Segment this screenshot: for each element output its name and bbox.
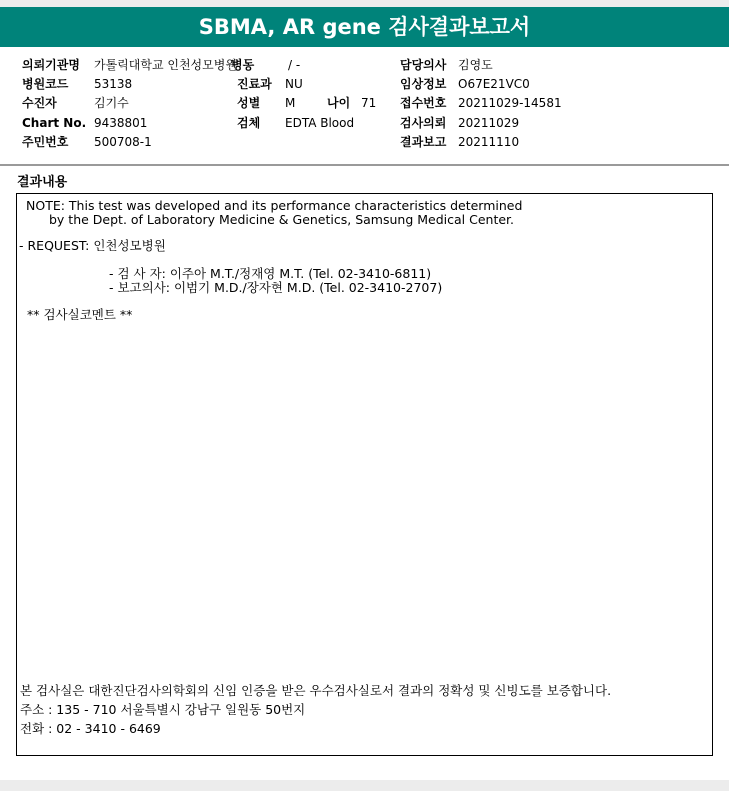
top-strip [0,0,729,7]
ward-label: 병동 [231,58,255,72]
phone-line: 전화 : 02 - 3410 - 6469 [20,721,161,736]
request-date-label: 검사의뢰 [400,116,447,130]
doctor-label: 담당의사 [400,58,447,72]
certification-line: 본 검사실은 대한진단검사의학회의 신임 인증을 받은 우수검사실로서 결과의 정확성 및 신빙도를 보증합니다. [20,683,612,698]
specimen-label: 검체 [237,116,261,130]
chart-no-value: 9438801 [94,116,148,130]
report-title: SBMA, AR gene 검사결과보고서 [0,7,729,47]
sex-value: M [285,96,296,110]
institution-value: 가톨릭대학교 인천성모병원 [94,58,237,72]
hospital-code-value: 53138 [94,77,133,91]
request-line: - REQUEST: 인천성모병원 [19,238,166,253]
report-date-value: 20211110 [458,135,520,149]
results-section-title: 결과내용 [17,175,68,190]
doctor-value: 김영도 [458,58,493,72]
institution-label: 의뢰기관명 [22,58,80,72]
ward-value: / - [288,58,301,72]
resident-no-label: 주민번호 [22,135,69,149]
specimen-value: EDTA Blood [285,116,355,130]
chart-no-label: Chart No. [22,116,87,130]
recipient-label: 수진자 [22,96,57,110]
accession-value: 20211029-14581 [458,96,562,110]
reporter-line: - 보고의사: 이범기 M.D./장자현 M.D. (Tel. 02-3410-2707) [109,280,443,295]
sex-label: 성별 [237,96,261,110]
clinical-info-label: 임상정보 [400,77,447,91]
lab-comment: ** 검사실코멘트 ** [27,307,133,322]
section-divider [0,164,729,166]
hospital-code-label: 병원코드 [22,77,69,91]
results-box [16,193,713,756]
age-label: 나이 [327,96,351,110]
age-value: 71 [361,96,377,110]
tester-line: - 검 사 자: 이주아 M.T./정재영 M.T. (Tel. 02-3410-6811) [109,266,432,281]
request-date-value: 20211029 [458,116,520,130]
accession-label: 접수번호 [400,96,447,110]
report-date-label: 결과보고 [400,135,447,149]
clinical-info-value: O67E21VC0 [458,77,530,91]
note-line-1: NOTE: This test was developed and its performance characteristics determined [26,198,523,213]
dept-label: 진료과 [237,77,272,91]
bottom-strip [0,780,729,791]
address-line: 주소 : 135 - 710 서울특별시 강남구 일원동 50번지 [20,702,306,717]
dept-value: NU [285,77,303,91]
recipient-value: 김기수 [94,96,129,110]
resident-no-value: 500708-1 [94,135,152,149]
note-line-2: by the Dept. of Laboratory Medicine & Genetics, Samsung Medical Center. [49,212,515,227]
patient-info-panel [0,47,729,165]
